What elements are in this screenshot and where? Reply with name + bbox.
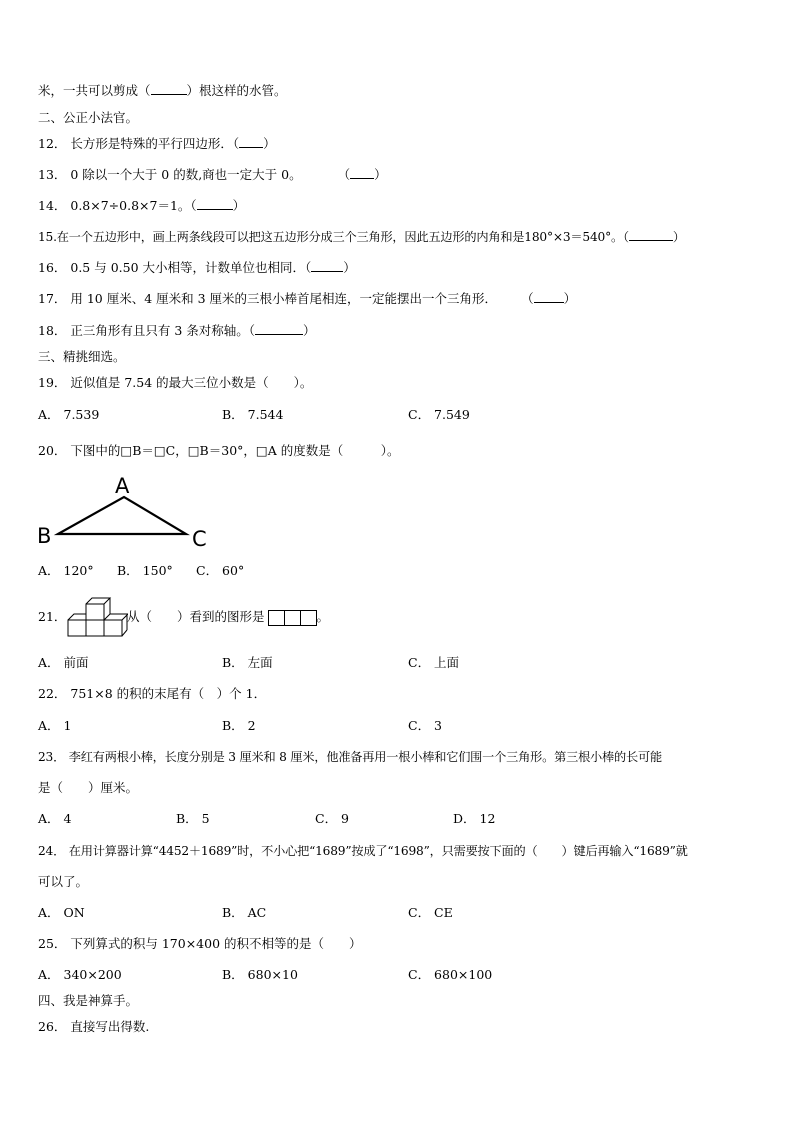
q17-close: ） [563, 291, 577, 306]
q14-close: ） [232, 198, 246, 213]
q15-text: 15.在一个五边形中，画上两条线段可以把这五边形分成三个三角形，因此五边形的内角和是180°×3＝540°。（ [38, 230, 629, 244]
q12-blank[interactable] [239, 136, 263, 148]
q19-stem: 19． 近似值是 7.54 的最大三位小数是（ ）。 [38, 375, 313, 390]
q12 [38, 136, 276, 152]
q21-option-c[interactable]: C． 上面 [408, 655, 460, 670]
q23-option-c[interactable]: C． 9 [315, 811, 349, 826]
section-2-heading: 二、公正小法官。 [38, 110, 139, 125]
q13-text: 13． 0 除以一个大于 0 的数,商也一定大于 0。 [38, 167, 302, 182]
q25-stem: 25． 下列算式的积与 170×400 的积不相等的是（ ） [38, 936, 362, 951]
q18-blank[interactable] [255, 323, 303, 335]
q18-close: ） [303, 323, 316, 338]
q17-blank[interactable] [534, 291, 564, 303]
q23-option-d[interactable]: D． 12 [453, 811, 496, 826]
q13 [38, 167, 387, 183]
q16-blank[interactable] [311, 260, 343, 272]
q20-option-a[interactable]: A． 120° [38, 563, 94, 578]
q21-num: 21． [38, 609, 67, 624]
cube-stack-figure [66, 596, 128, 638]
q11-tail [38, 83, 287, 99]
q17-open: （ [521, 291, 534, 306]
q19-option-a[interactable]: A． 7.539 [38, 407, 100, 422]
q24-stem-line1: 24． 在用计算器计算“4452＋1689”时，不小心把“1689”按成了“1698”，只需要按下面的（ ）键后再输入“1689”就 [38, 844, 688, 858]
q17-text: 17． 用 10 厘米、4 厘米和 3 厘米的三根小棒首尾相连，一定能摆出一个三角形． [38, 291, 498, 306]
q13-close: ） [374, 167, 387, 182]
q13-open: （ [337, 167, 351, 182]
q26: 26． 直接写出得数. [38, 1019, 150, 1034]
q21-mid: 从（ ）看到的图形是 [127, 609, 265, 624]
q21-end: 。 [316, 609, 330, 624]
q15-blank[interactable] [629, 229, 673, 241]
q24-option-c[interactable]: C． CE [408, 905, 453, 920]
q19-option-c[interactable]: C． 7.549 [408, 407, 470, 422]
q15 [38, 229, 685, 245]
q22-option-b[interactable]: B． 2 [222, 718, 256, 733]
q25-option-a[interactable]: A． 340×200 [38, 967, 122, 982]
q20-stem: 20． 下图中的□B＝□C，□B＝30°，□A 的度数是（ ）。 [38, 443, 400, 458]
triangle-shape [58, 497, 186, 534]
q16-text: 16． 0.5 与 0.50 大小相等，计数单位也相同．（ [38, 260, 312, 275]
q21-view-figure [269, 609, 317, 626]
q16 [38, 260, 356, 276]
q24-stem-line2: 可以了。 [38, 874, 89, 889]
q12-close: ） [263, 136, 276, 151]
q12-text: 12． 长方形是特殊的平行四边形．（ [38, 136, 240, 151]
q24-option-b[interactable]: B． AC [222, 905, 267, 920]
q22-option-a[interactable]: A． 1 [38, 718, 72, 733]
triangle-diagram [30, 470, 220, 550]
q17 [38, 291, 576, 307]
q23-stem-line1: 23． 李红有两根小棒，长度分别是 3 厘米和 8 厘米，他准备再用一根小棒和它们围一个三角形。第三根小棒的长可能 [38, 750, 662, 764]
q11-blank[interactable] [151, 83, 187, 95]
q14 [38, 198, 245, 214]
q22-stem: 22． 751×8 的积的末尾有（ ）个 1． [38, 686, 267, 701]
q21-option-b[interactable]: B． 左面 [222, 655, 273, 670]
q25-option-c[interactable]: C． 680×100 [408, 967, 493, 982]
q11-post: ）根这样的水管。 [186, 83, 287, 98]
q23-option-a[interactable]: A． 4 [38, 811, 72, 826]
vertex-label-b: B [37, 524, 52, 548]
section-4-heading: 四、我是神算手。 [38, 993, 139, 1008]
q25-option-b[interactable]: B． 680×10 [222, 967, 298, 982]
q15-close: ） [672, 230, 685, 244]
q11-pre: 米，一共可以剪成（ [38, 83, 151, 98]
view-square-2 [284, 610, 301, 626]
q20-option-b[interactable]: B． 150° [117, 563, 173, 578]
q13-blank[interactable] [350, 167, 374, 179]
q23-option-b[interactable]: B． 5 [176, 811, 210, 826]
view-square-3 [300, 610, 317, 626]
q14-blank[interactable] [197, 198, 233, 210]
view-square-1 [268, 610, 285, 626]
section-3-heading: 三、精挑细选。 [38, 349, 126, 364]
q23-stem-line2: 是（ ）厘米。 [38, 780, 139, 795]
q18-text: 18． 正三角形有且只有 3 条对称轴。（ [38, 323, 256, 338]
q18 [38, 323, 316, 339]
q21-stem [127, 609, 329, 626]
vertex-label-c: C [192, 527, 207, 550]
q21-option-a[interactable]: A． 前面 [38, 655, 89, 670]
q16-close: ） [343, 260, 356, 275]
q14-text: 14． 0.8×7÷0.8×7＝1。（ [38, 198, 197, 213]
q24-option-a[interactable]: A． ON [38, 905, 85, 920]
q19-option-b[interactable]: B． 7.544 [222, 407, 284, 422]
vertex-label-a: A [115, 474, 130, 498]
q22-option-c[interactable]: C． 3 [408, 718, 442, 733]
q20-option-c[interactable]: C． 60° [196, 563, 245, 578]
